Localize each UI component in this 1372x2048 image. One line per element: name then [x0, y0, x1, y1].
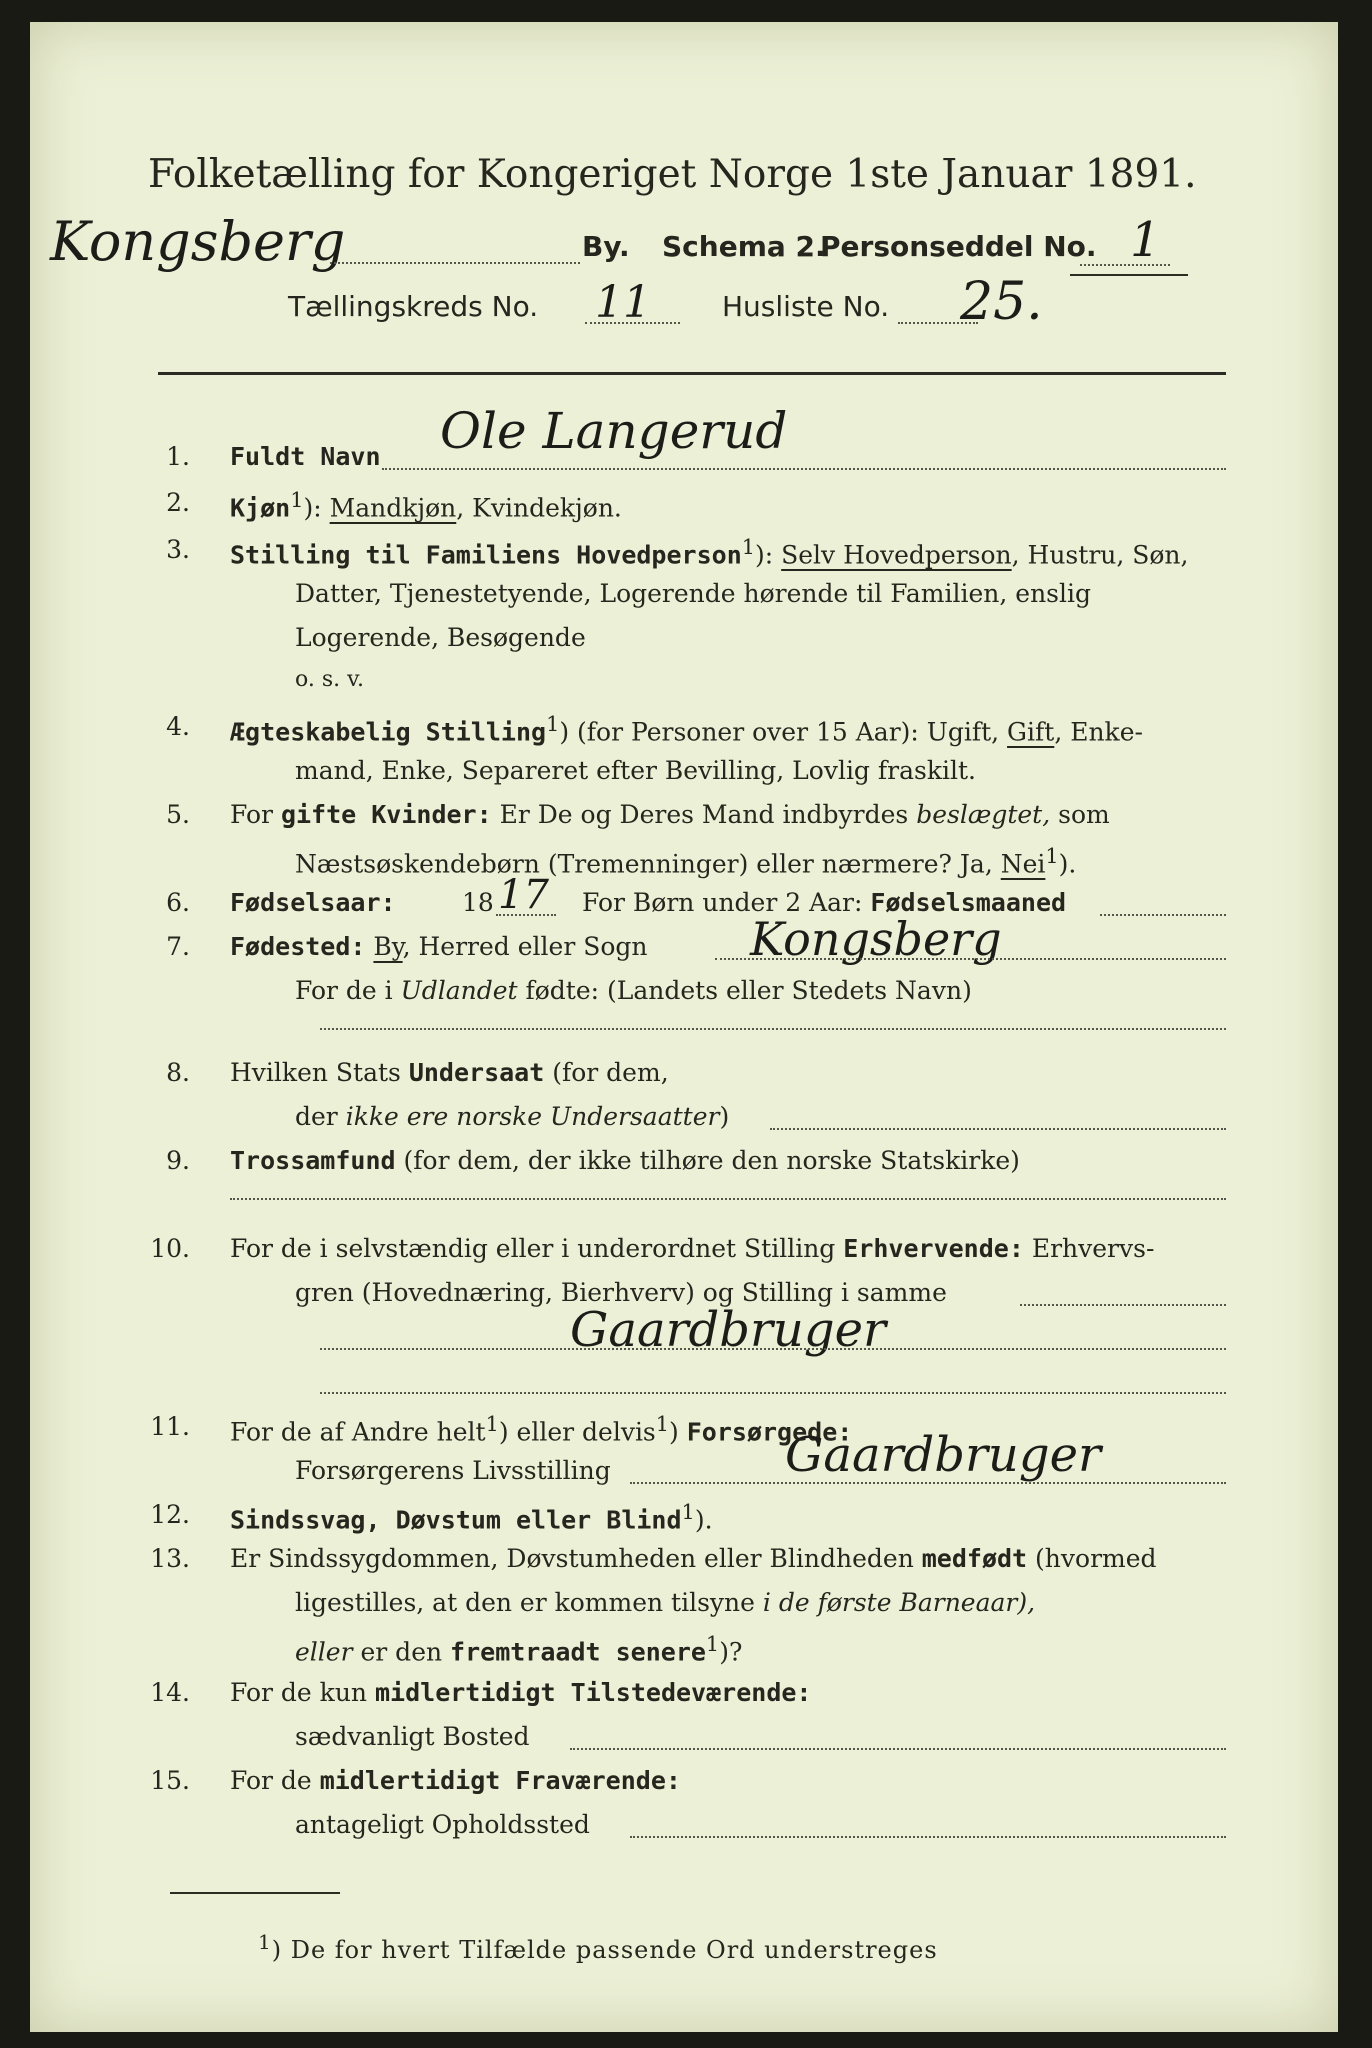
husliste-fill-line — [898, 322, 978, 324]
item-13-line-3 — [295, 1632, 742, 1666]
item-7-foreign-fill-line — [320, 1028, 1226, 1030]
item-7-number: 7. — [166, 932, 190, 961]
item-3-number: 3. — [166, 535, 190, 564]
item-14-line-2: sædvanligt Bosted — [295, 1722, 530, 1751]
item-2-label: Kjøn — [230, 493, 291, 523]
census-form-page — [30, 22, 1338, 2032]
city-handwritten: Kongsberg — [50, 210, 346, 273]
item-11-value: Gaardbruger — [785, 1427, 1101, 1483]
item-15-label: midlertidigt Fraværende: — [319, 1766, 681, 1795]
item-5-line-1 — [230, 800, 1110, 829]
item-15-number: 15. — [150, 1766, 190, 1795]
item-6-label2: Fødselsmaaned — [870, 888, 1067, 917]
footnote — [258, 1930, 938, 1964]
item-9-label: Trossamfund — [230, 1146, 396, 1175]
item-6-month-fill-line — [1100, 914, 1226, 916]
item-4-label: Ægteskabelig Stilling — [230, 717, 547, 747]
item-12-post: ). — [694, 1505, 713, 1535]
item-2-pre: ): — [303, 493, 330, 523]
item-10-post: Erhvervs- — [1023, 1234, 1155, 1263]
item-11-sup2: 1 — [655, 1412, 670, 1436]
item-12-sup: 1 — [681, 1500, 695, 1524]
item-5-label: gifte Kvinder: — [280, 800, 492, 829]
item-6-year-prefix: 18 — [462, 888, 494, 917]
footnote-divider — [170, 1892, 340, 1894]
footnote-text: ) De for hvert Tilfælde passende Ord understreges — [271, 1936, 938, 1964]
item-15-line-1 — [230, 1766, 681, 1795]
item-5-line-2 — [295, 844, 1076, 878]
item-13-line-1 — [230, 1544, 1157, 1573]
item-10-line-1 — [230, 1234, 1154, 1263]
item-6-label: Fødselsaar: — [230, 888, 396, 917]
item-3-post: , Hustru, Søn, — [1011, 540, 1189, 570]
item-11-mid: ) eller delvis — [498, 1417, 656, 1447]
item-14-pre: For de kun — [230, 1678, 375, 1707]
item-4-post: , Enke- — [1054, 717, 1143, 747]
item-13-pre: Er Sindssygdommen, Døvstumheden eller Blindheden — [230, 1544, 922, 1573]
item-4-sup: 1 — [546, 712, 560, 736]
item-1-label: Fuldt Navn — [230, 442, 381, 471]
by-label: By. — [582, 230, 630, 263]
item-5-selected: Nei — [1000, 849, 1046, 879]
item-13-line2-pre: ligestilles, at den er kommen tilsyne — [295, 1588, 763, 1617]
city-fill-line — [330, 262, 580, 264]
item-14-number: 14. — [150, 1678, 190, 1707]
taellingskreds-fill-line — [585, 322, 680, 324]
item-15-line-2: antageligt Opholdssted — [295, 1810, 590, 1839]
personseddel-fill-line — [1080, 264, 1170, 266]
item-11-pre: For de af Andre helt — [230, 1417, 486, 1447]
item-3-line-4: o. s. v. — [295, 667, 364, 692]
item-1-number: 1. — [166, 442, 190, 471]
item-4-line-1 — [230, 712, 1143, 746]
schema-label: Schema 2. — [662, 230, 826, 263]
item-11-mid2: ) — [669, 1417, 687, 1447]
item-2-line — [230, 488, 622, 522]
item-7-fill-line — [715, 958, 1226, 960]
item-5-number: 5. — [166, 800, 190, 829]
item-8-line2-post: ) — [719, 1102, 730, 1131]
item-11-line-1 — [230, 1412, 852, 1446]
item-13-line2-italic: i de første Barneaar), — [762, 1588, 1036, 1617]
taellingskreds-value: 11 — [595, 277, 651, 328]
personseddel-underline — [1070, 274, 1188, 276]
item-7-line2-post: fødte: (Landets eller Stedets Navn) — [517, 976, 972, 1005]
item-9-line — [230, 1146, 1020, 1175]
item-12-number: 12. — [150, 1500, 190, 1529]
item-7-post: , Herred eller Sogn — [402, 932, 648, 961]
item-5-post: som — [1050, 800, 1110, 829]
item-4-selected: Gift — [1007, 717, 1055, 747]
item-2-post: , Kvindekjøn. — [456, 493, 622, 523]
item-13-line3-post: )? — [719, 1637, 743, 1667]
item-14-fill-line — [570, 1748, 1226, 1750]
item-6-number: 6. — [166, 888, 190, 917]
item-7-selected: By — [373, 932, 403, 961]
item-12-line — [230, 1500, 713, 1534]
footnote-sup: 1 — [258, 1930, 272, 1954]
item-8-post: (for dem, — [544, 1058, 669, 1087]
item-8-pre: Hvilken Stats — [230, 1058, 409, 1087]
item-7-label: Fødested: — [230, 932, 366, 961]
husliste-value: 25. — [960, 272, 1043, 332]
item-3-label: Stilling til Familiens Hovedperson — [230, 540, 742, 570]
item-8-line2-pre: der — [295, 1102, 346, 1131]
item-9-fill-line — [230, 1198, 1226, 1200]
item-8-line-2 — [295, 1102, 729, 1131]
item-8-fill-line — [770, 1128, 1226, 1130]
item-7-value: Kongsberg — [750, 912, 1002, 966]
item-2-number: 2. — [166, 488, 190, 517]
item-10-fill-line-2 — [320, 1348, 1226, 1350]
item-10-pre: For de i selvstændig eller i underordnet Stilling — [230, 1234, 844, 1263]
item-1-fill-line — [382, 468, 1226, 470]
item-7-line2-italic: Udlandet — [400, 976, 518, 1005]
item-14-label: midlertidigt Tilstedeværende: — [374, 1678, 812, 1707]
item-13-label: medfødt — [921, 1544, 1028, 1573]
item-13-line3-label: fremtraadt senere — [450, 1637, 706, 1667]
item-2-selected: Mandkjøn — [329, 493, 457, 523]
item-7-line-1 — [230, 932, 648, 961]
item-11-line-2: Forsørgerens Livsstilling — [295, 1456, 611, 1485]
item-13-line-2 — [295, 1588, 1035, 1617]
item-3-line-1 — [230, 535, 1188, 569]
item-5-sup: 1 — [1045, 844, 1059, 868]
item-1-value: Ole Langerud — [440, 402, 788, 460]
item-15-fill-line — [630, 1836, 1226, 1838]
item-5-pre: For — [230, 800, 281, 829]
item-3-selected: Selv Hovedperson — [781, 540, 1012, 570]
item-3-line-2: Datter, Tjenestetyende, Logerende hørende til Familien, enslig — [295, 579, 1092, 608]
item-11-number: 11. — [150, 1412, 190, 1441]
item-4-number: 4. — [166, 712, 190, 741]
item-5-line2-pre: Næstsøskendebørn (Tremenninger) eller nærmere? Ja, — [295, 849, 1001, 879]
item-8-number: 8. — [166, 1058, 190, 1087]
taellingskreds-label: Tællingskreds No. — [288, 290, 539, 323]
item-8-line2-italic: ikke ere norske Undersaatter — [345, 1102, 720, 1131]
item-10-line-2: gren (Hovednæring, Bierhverv) og Stilling i samme — [295, 1278, 947, 1307]
item-2-sup: 1 — [290, 488, 304, 512]
item-14-line-1 — [230, 1678, 811, 1707]
form-title: Folketælling for Kongeriget Norge 1ste Januar 1891. — [148, 152, 1197, 197]
item-4-line-2: mand, Enke, Separeret efter Bevilling, Lovlig fraskilt. — [295, 756, 976, 785]
item-6-mid: For Børn under 2 Aar: — [582, 888, 871, 917]
item-9-post: (for dem, der ikke tilhøre den norske Statskirke) — [395, 1146, 1020, 1175]
item-8-line-1 — [230, 1058, 669, 1087]
item-10-value: Gaardbruger — [570, 1302, 886, 1358]
item-5-line2-post: ). — [1058, 849, 1077, 879]
item-8-label: Undersaat — [408, 1058, 545, 1087]
item-13-number: 13. — [150, 1544, 190, 1573]
item-11-label: Forsørgede: — [686, 1417, 853, 1447]
item-3-sup: 1 — [741, 535, 756, 559]
item-4-pre: ) (for Personer over 15 Aar): Ugift, — [559, 717, 1008, 747]
item-12-label: Sindssvag, Døvstum eller Blind — [230, 1505, 682, 1535]
item-11-sup1: 1 — [485, 1412, 499, 1436]
personseddel-value: 1 — [1130, 212, 1161, 268]
item-11-fill-line — [630, 1482, 1226, 1484]
item-5-mid: Er De og Deres Mand indbyrdes — [491, 800, 917, 829]
item-13-line3-italic: eller — [295, 1637, 353, 1667]
item-7-line-2 — [295, 976, 972, 1005]
item-13-line3-mid: er den — [352, 1637, 451, 1667]
item-6-year-fill-line — [496, 914, 556, 916]
item-10-fill-line-1 — [1020, 1304, 1226, 1306]
item-9-number: 9. — [166, 1146, 190, 1175]
husliste-label: Husliste No. — [722, 290, 890, 323]
personseddel-label: Personseddel No. — [820, 230, 1097, 263]
item-15-pre: For de — [230, 1766, 320, 1795]
item-6-year-value: 17 — [498, 872, 549, 918]
item-5-italic: beslægtet, — [916, 800, 1051, 829]
item-3-pre: ): — [755, 540, 782, 570]
item-7-line2-pre: For de i — [295, 976, 401, 1005]
item-13-sup: 1 — [705, 1632, 720, 1656]
item-10-label: Erhvervende: — [843, 1234, 1024, 1263]
item-3-line-3: Logerende, Besøgende — [295, 623, 586, 652]
item-10-fill-line-3 — [320, 1392, 1226, 1394]
header-divider — [158, 372, 1226, 375]
item-13-post: (hvormed — [1027, 1544, 1157, 1573]
item-10-number: 10. — [150, 1234, 190, 1263]
